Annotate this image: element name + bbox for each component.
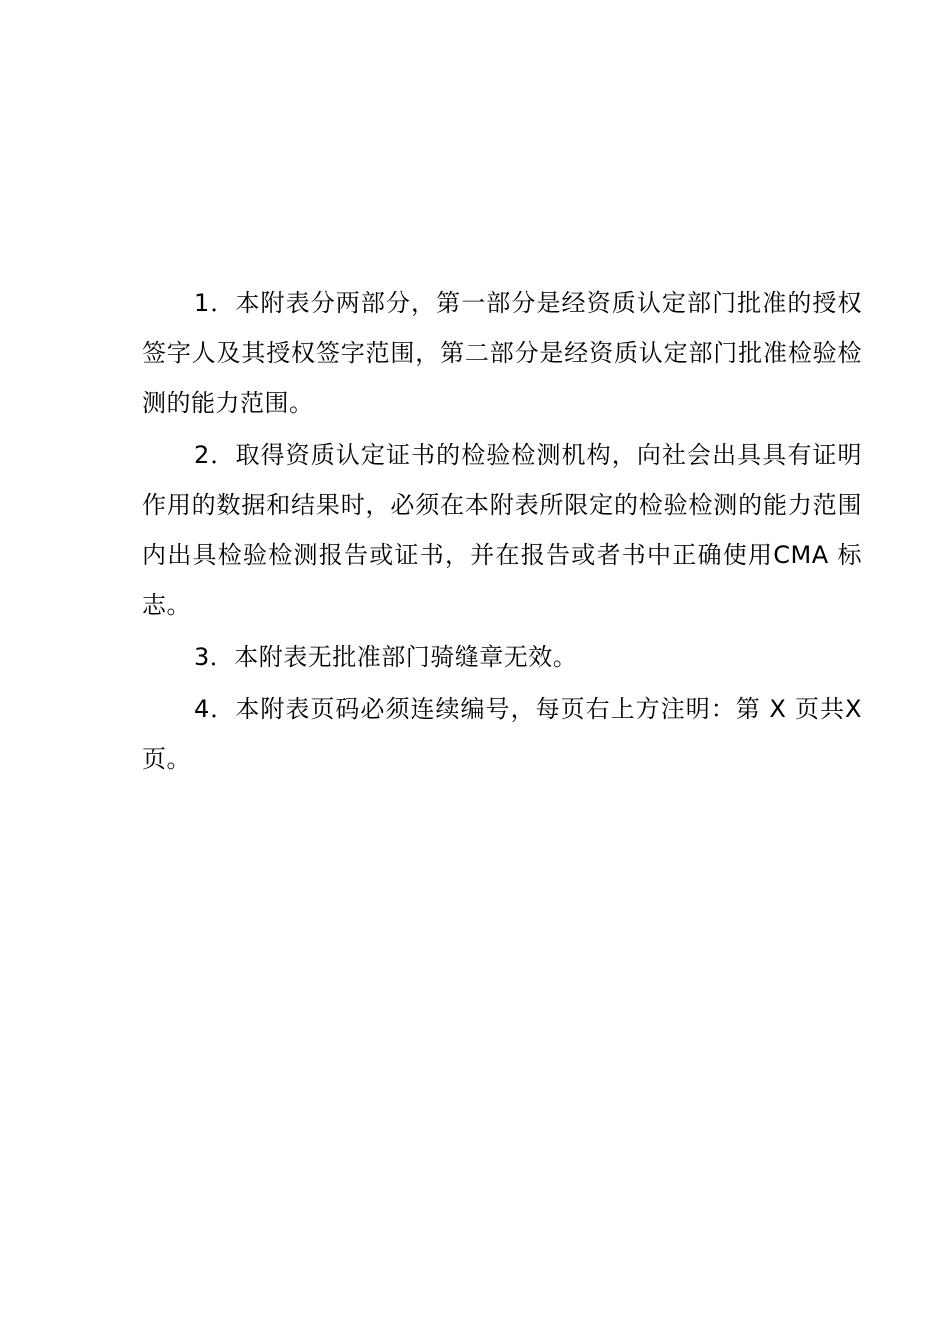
note-number: 3: [194, 643, 210, 671]
note-separator: ．: [209, 643, 235, 671]
note-text: 本附表无批准部门骑缝章无效。: [234, 643, 578, 671]
note-separator: ．: [209, 289, 236, 317]
note-3: [142, 632, 862, 682]
notes-section: [142, 278, 862, 784]
note-number: 4: [194, 695, 210, 723]
note-4: [142, 684, 862, 784]
note-number: 1: [194, 289, 210, 317]
note-2: [142, 430, 862, 630]
note-text: 取得资质认定证书的检验检测机构，向社会出具具有证明作用的数据和结果时，必须在本附表所限定的检验检测的能力范围内出具检验检测报告或证书，并在报告或者书中正确使用CMA 标志。: [142, 441, 862, 619]
note-separator: ．: [209, 695, 236, 723]
note-1: [142, 278, 862, 428]
note-text: 本附表分两部分，第一部分是经资质认定部门批准的授权签字人及其授权签字范围，第二部分是经资质认定部门批准检验检测的能力范围。: [142, 289, 862, 417]
note-separator: ．: [209, 441, 236, 469]
note-number: 2: [194, 441, 210, 469]
note-text: 本附表页码必须连续编号，每页右上方注明：第 X 页共X 页。: [142, 695, 863, 773]
